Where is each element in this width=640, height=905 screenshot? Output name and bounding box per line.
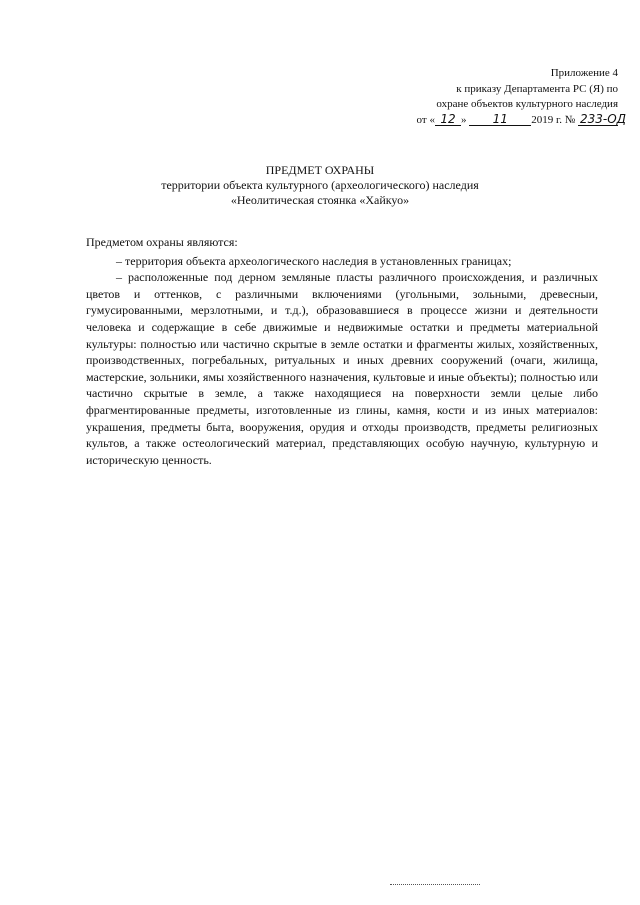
- appendix-block: [358, 66, 627, 128]
- body-item-territory: – территория объекта археологического наследия в установленных границах;: [116, 253, 512, 268]
- footer-scan-line: [390, 884, 480, 885]
- body-intro: Предметом охраны являются:: [86, 235, 238, 249]
- title-main: ПРЕДМЕТ ОХРАНЫ: [265, 163, 375, 177]
- doc-number: 233-ОД: [580, 111, 627, 126]
- appendix-date-line: [358, 111, 627, 129]
- document-title: [0, 163, 640, 208]
- date-prefix: от «: [416, 113, 435, 126]
- date-day: 12: [435, 113, 461, 126]
- appendix-title: Приложение 4: [550, 67, 618, 79]
- appendix-order-ref: к приказу Департамента РС (Я) по: [456, 82, 618, 95]
- date-year: 2019 г. №: [531, 113, 576, 126]
- document-body: [86, 234, 598, 468]
- date-month: 11: [469, 113, 531, 126]
- appendix-department: охране объектов культурного наследия: [436, 98, 618, 110]
- title-subtitle: территории объекта культурного (археологического) наследия: [161, 178, 479, 192]
- date-mid: »: [460, 113, 467, 126]
- body-item-layers: – расположенные под дерном земляные пласты различного происхождения, и различных цветов и оттенков, с различными включениями (угольными, зольными, древесныи, гумусированными, мерзлотными, и т.д.), образовавшиеся в процессе жизни и деятельности человека и содержащие в себе движимые и недвижимые остатки и предметы материальной культуры: полностью или частично скрытые в земле остатки и фрагменты жилых, хозяйственных, производственных, погребальных, ритуальных и иных древних сооружений (очаги, жилища, мастерские, зольники, ямы хозяйственного назначения, культовые и иные объекты); полностью или частично скрытые в земле, а также находящиеся на поверхности земли целые либо фрагментированные предметы, изготовленные из глины, камня, кости и из иных материалов: украшения, предметы быта, вооружения, орудия и отходы производств, предметы религиозных культов, а также остеологический материал, представляющих особую научную, культурную и историческую ценность.: [86, 270, 598, 467]
- title-object-name: «Неолитическая стоянка «Хайкуо»: [230, 193, 410, 207]
